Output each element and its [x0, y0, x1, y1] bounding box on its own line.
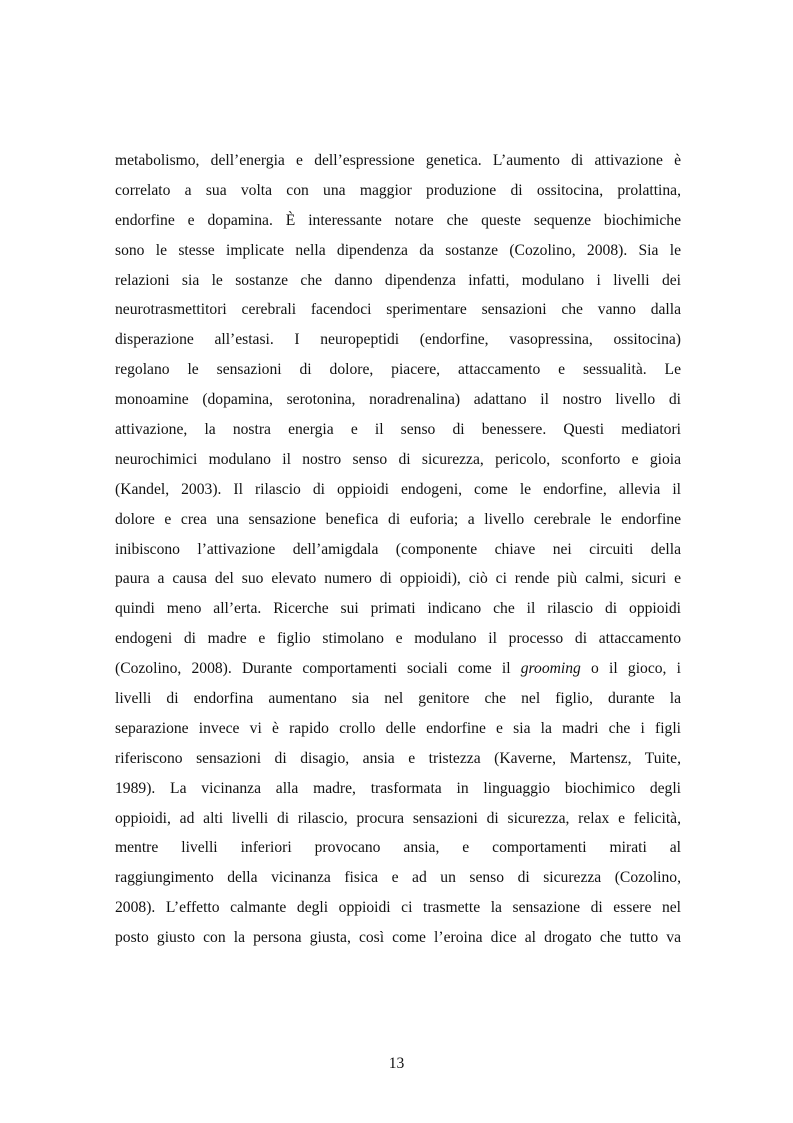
text-line: oppioidi, ad alti livelli di rilascio, procura sensazioni di sicurezza, relax e felicità,: [115, 809, 681, 827]
italic-term: grooming: [520, 660, 581, 678]
text-line: 2008). L’effetto calmante degli oppioidi ci trasmette la sensazione di essere nel: [115, 899, 681, 917]
text-line: quindi meno all’erta. Ricerche sui primati indicano che il rilascio di oppioidi: [115, 600, 681, 618]
text-segment: (Cozolino, 2008). Durante comportamenti sociali come il: [115, 660, 511, 678]
text-line: disperazione all’estasi. I neuropeptidi (endorfine, vasopressina, ossitocina): [115, 331, 681, 349]
text-line: endogeni di madre e figlio stimolano e modulano il processo di attaccamento: [115, 630, 681, 648]
text-line: neurotrasmettitori cerebrali facendoci sperimentare sensazioni che vanno dalla: [115, 301, 681, 319]
page-number: 13: [388, 1055, 405, 1072]
text-line: endorfine e dopamina. È interessante notare che queste sequenze biochimiche: [115, 211, 681, 229]
text-line: riferiscono sensazioni di disagio, ansia e tristezza (Kaverne, Martensz, Tuite,: [115, 749, 681, 767]
text-segment: o il gioco, i: [591, 660, 681, 678]
text-line: monoamine (dopamina, serotonina, noradrenalina) adattano il nostro livello di: [115, 391, 681, 409]
text-line-with-italic: [115, 654, 681, 684]
text-line: dolore e crea una sensazione benefica di euforia; a livello cerebrale le endorfine: [115, 510, 681, 528]
text-line: (Kandel, 2003). Il rilascio di oppioidi endogeni, come le endorfine, allevia il: [115, 480, 681, 498]
text-line: paura a causa del suo elevato numero di oppioidi), ciò ci rende più calmi, sicuri e: [115, 570, 681, 588]
body-text: [115, 146, 681, 953]
text-line: inibiscono l’attivazione dell’amigdala (componente chiave nei circuiti della: [115, 540, 681, 558]
text-line: livelli di endorfina aumentano sia nel genitore che nel figlio, durante la: [115, 690, 681, 708]
text-line: correlato a sua volta con una maggior produzione di ossitocina, prolattina,: [115, 181, 681, 199]
text-line: regolano le sensazioni di dolore, piacere, attaccamento e sessualità. Le: [115, 361, 681, 379]
text-line: metabolismo, dell’energia e dell’espressione genetica. L’aumento di attivazione è: [115, 152, 681, 169]
text-line: mentre livelli inferiori provocano ansia, e comportamenti mirati al: [115, 839, 681, 857]
text-line: 1989). La vicinanza alla madre, trasformata in linguaggio biochimico degli: [115, 779, 681, 797]
text-line: posto giusto con la persona giusta, così come l’eroina dice al drogato che tutto va: [115, 929, 681, 947]
text-line: raggiungimento della vicinanza fisica e ad un senso di sicurezza (Cozolino,: [115, 869, 681, 887]
text-line: sono le stesse implicate nella dipendenza da sostanze (Cozolino, 2008). Sia le: [115, 241, 681, 259]
text-line: attivazione, la nostra energia e il senso di benessere. Questi mediatori: [115, 421, 681, 439]
text-line: separazione invece vi è rapido crollo delle endorfine e sia la madri che i figli: [115, 719, 681, 737]
text-line: relazioni sia le sostanze che danno dipendenza infatti, modulano i livelli dei: [115, 271, 681, 289]
text-line: neurochimici modulano il nostro senso di sicurezza, pericolo, sconforto e gioia: [115, 450, 681, 468]
